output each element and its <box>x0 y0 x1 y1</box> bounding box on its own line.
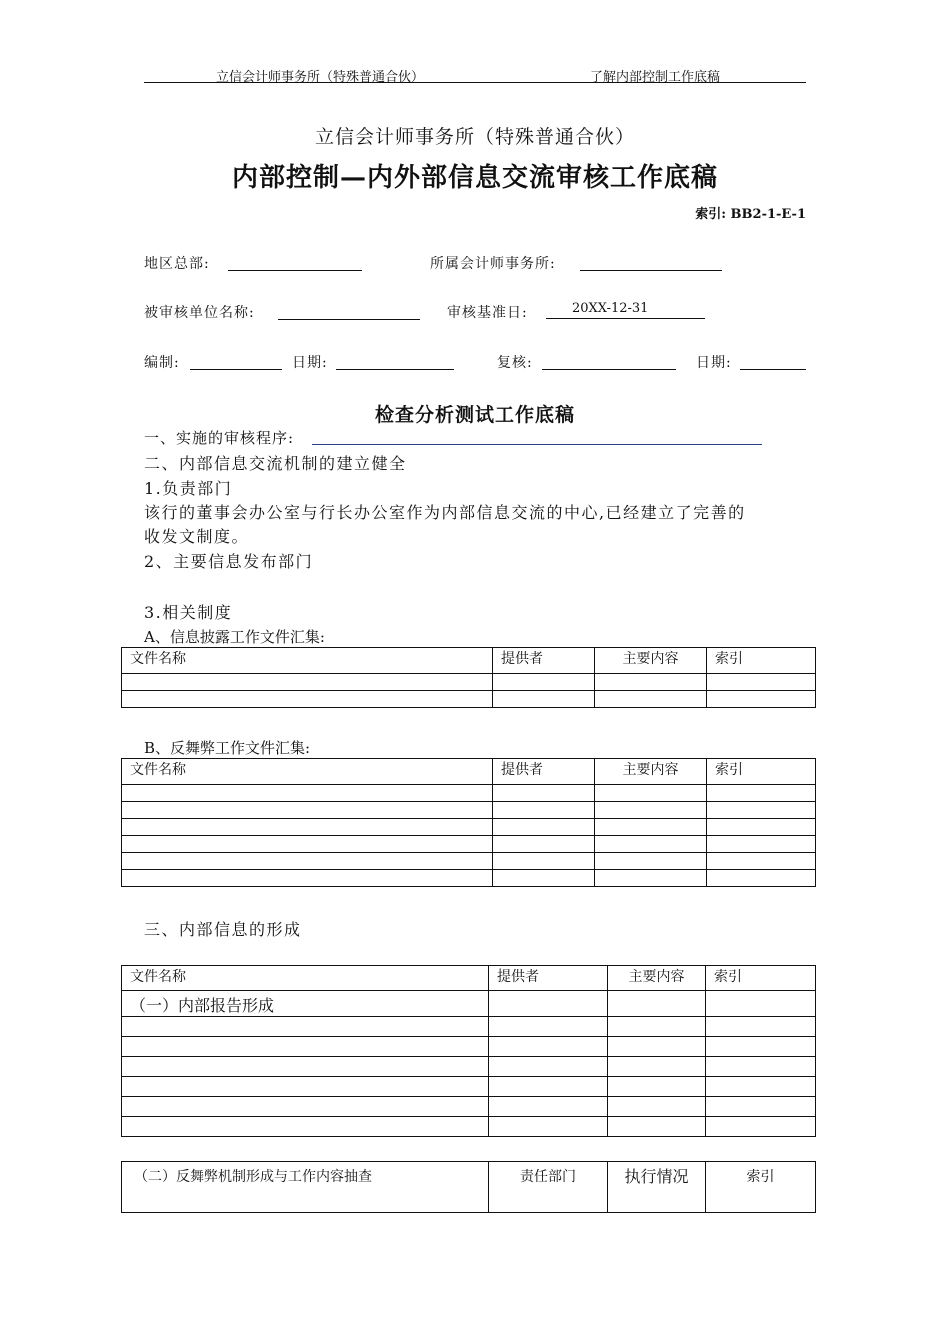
section-2-heading: 二、内部信息交流机制的建立健全 <box>144 454 407 473</box>
col-header-index: 索引 <box>706 966 816 991</box>
cpa-firm-label: 所属会计师事务所: <box>430 256 556 272</box>
region-field[interactable] <box>228 252 362 271</box>
audited-unit-label: 被审核单位名称: <box>144 305 255 321</box>
table-a-label: A、信息披露工作文件汇集: <box>144 628 325 646</box>
table-row <box>122 991 816 1017</box>
col-header-content: 主要内容 <box>608 966 706 991</box>
date2-field[interactable] <box>740 351 806 370</box>
table-header-row <box>122 648 816 674</box>
internal-report-row-label: （一）内部报告形成 <box>122 991 489 1017</box>
col-header-anti-fraud: （二）反舞弊机制形成与工作内容抽查 <box>122 1162 489 1213</box>
section-2-1-text-b: 收发文制度。 <box>144 527 250 546</box>
section-3-heading: 三、内部信息的形成 <box>144 920 302 939</box>
section-title: 检查分析测试工作底稿 <box>374 404 575 426</box>
date2-label: 日期: <box>696 355 732 371</box>
section-2-1-heading: 1.负责部门 <box>144 479 233 498</box>
col-header-index: 索引 <box>706 1162 816 1213</box>
col-header-provider: 提供者 <box>493 648 595 674</box>
table-row <box>122 1037 816 1057</box>
table-row <box>122 853 816 870</box>
table-row <box>122 1077 816 1097</box>
table-row <box>122 674 816 691</box>
table-d <box>121 1161 816 1213</box>
table-row <box>122 785 816 802</box>
header-divider <box>144 82 806 83</box>
base-date-field[interactable]: 20XX-12-31 <box>546 301 705 319</box>
table-c <box>121 965 816 1137</box>
col-header-index: 索引 <box>707 759 816 785</box>
table-b <box>121 758 816 887</box>
col-header-file-name: 文件名称 <box>122 759 493 785</box>
table-header-row <box>122 966 816 991</box>
cpa-firm-field[interactable] <box>580 252 722 271</box>
index-code: 索引: BB2-1-E-1 <box>695 207 806 222</box>
page-title: 内部控制—内外部信息交流审核工作底稿 <box>231 163 718 193</box>
table-row <box>122 819 816 836</box>
prepared-label: 编制: <box>144 355 180 371</box>
table-row <box>122 870 816 887</box>
procedure-label: 一、实施的审核程序: <box>144 429 295 447</box>
audited-unit-field[interactable] <box>278 301 420 320</box>
reviewed-label: 复核: <box>497 355 533 371</box>
col-header-content: 主要内容 <box>595 759 707 785</box>
table-row <box>122 1117 816 1137</box>
header-right: 了解内部控制工作底稿 <box>590 70 721 85</box>
base-date-label: 审核基准日: <box>447 305 528 321</box>
col-header-responsible-dept: 责任部门 <box>489 1162 608 1213</box>
col-header-provider: 提供者 <box>489 966 608 991</box>
region-label: 地区总部: <box>144 256 210 272</box>
col-header-file-name: 文件名称 <box>122 648 493 674</box>
table-header-row <box>122 1162 816 1213</box>
table-row <box>122 836 816 853</box>
table-a <box>121 647 816 708</box>
prepared-field[interactable] <box>190 351 282 370</box>
table-row <box>122 1017 816 1037</box>
col-header-execution: 执行情况 <box>608 1162 706 1213</box>
col-header-content: 主要内容 <box>595 648 707 674</box>
table-row <box>122 802 816 819</box>
table-row <box>122 1057 816 1077</box>
section-2-3-heading: 3.相关制度 <box>144 603 233 622</box>
table-b-label: B、反舞弊工作文件汇集: <box>144 739 311 757</box>
firm-name: 立信会计师事务所（特殊普通合伙） <box>314 126 635 148</box>
table-row <box>122 691 816 708</box>
date1-label: 日期: <box>292 355 328 371</box>
col-header-provider: 提供者 <box>493 759 595 785</box>
header-left: 立信会计师事务所（特殊普通合伙） <box>216 70 425 85</box>
table-header-row <box>122 759 816 785</box>
procedure-field[interactable] <box>312 426 762 445</box>
reviewed-field[interactable] <box>542 351 676 370</box>
col-header-file-name: 文件名称 <box>122 966 489 991</box>
table-row <box>122 1097 816 1117</box>
section-2-1-text-a: 该行的董事会办公室与行长办公室作为内部信息交流的中心,已经建立了完善的 <box>144 503 746 522</box>
date1-field[interactable] <box>336 351 454 370</box>
section-2-2-heading: 2、主要信息发布部门 <box>144 552 314 571</box>
col-header-index: 索引 <box>707 648 816 674</box>
